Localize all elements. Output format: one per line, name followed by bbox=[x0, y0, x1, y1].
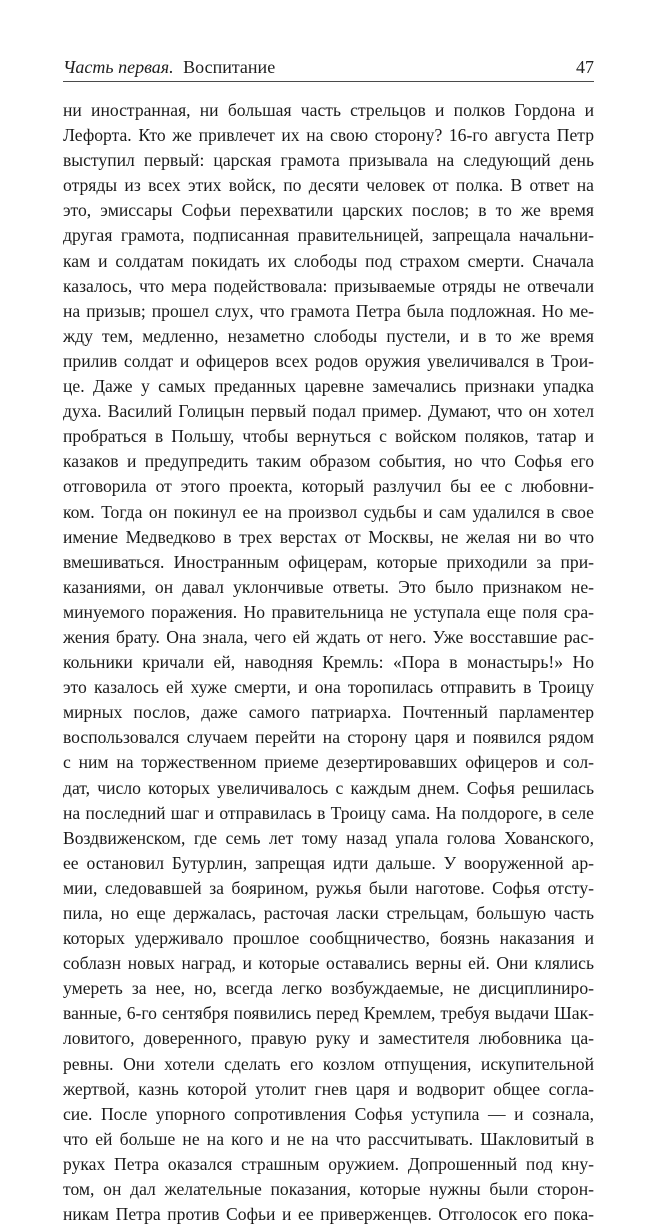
text-line: казаниями, он давал уклончивые ответы. Это было признаком не- bbox=[63, 576, 594, 597]
text-line: соблазн новых наград, и которые оставались верны ей. Они клялись bbox=[63, 953, 594, 974]
text-line: том, он дал желательные показания, которые нужны были сторон- bbox=[63, 1179, 594, 1200]
text-line: жертвой, казнь которой утолит гнев царя и водворит общее согла- bbox=[63, 1078, 594, 1099]
text-line: которых удерживало прошлое сообщничество, боязнь наказания и bbox=[63, 928, 594, 949]
text-line: ловитого, доверенного, правую руку и заместителя любовника ца- bbox=[63, 1028, 594, 1049]
text-line: сие. После упорного сопротивления Софья уступила — и сознала, bbox=[63, 1103, 594, 1124]
text-line: Воздвиженском, где семь лет тому назад упала голова Хованского, bbox=[63, 827, 594, 848]
section-label: Часть первая. bbox=[63, 57, 174, 77]
text-line: духа. Василий Голицын первый подал пример. Думают, что он хотел bbox=[63, 401, 594, 422]
text-line: прилив солдат и офицеров всех родов оружия увеличивался в Трои- bbox=[63, 350, 594, 371]
text-line: что ей больше не на кого и не на что рассчитывать. Шакловитый в bbox=[63, 1128, 594, 1149]
text-line: Лефорта. Кто же привлечет их на свою сторону? 16-го августа Петр bbox=[63, 125, 594, 146]
text-line: жду тем, медленно, незаметно слободы пустели, и в то же время bbox=[63, 325, 594, 346]
text-line: кольники кричали ей, наводняя Кремль: «Пора в монастырь!» Но bbox=[63, 652, 594, 673]
text-line: мирных послов, даже самого патриарха. Почтенный парламентер bbox=[63, 702, 594, 723]
text-line: ревны. Они хотели сделать его козлом отпущения, искупительной bbox=[63, 1053, 594, 1074]
text-line: пробраться в Польшу, чтобы вернуться с войском поляков, татар и bbox=[63, 426, 594, 447]
text-line: жения брату. Она знала, чего ей ждать от него. Уже восставшие рас- bbox=[63, 626, 594, 647]
page-number: 47 bbox=[576, 57, 594, 77]
body-text bbox=[63, 98, 594, 1227]
text-line: на последний шаг и отправилась в Троицу сама. На полдороге, в селе bbox=[63, 802, 594, 823]
text-line: отряды из всех этих войск, по десяти человек от полка. В ответ на bbox=[63, 175, 594, 196]
text-line: ванные, 6-го сентября появились перед Кремлем, требуя выдачи Шак- bbox=[63, 1003, 594, 1024]
text-line: дат, число которых увеличивалось с каждым днем. Софья решилась bbox=[63, 777, 594, 798]
text-line: другая грамота, подписанная правительницей, запрещала начальни- bbox=[63, 225, 594, 246]
text-line: имение Медведково в трех верстах от Москвы, не желая ни во что bbox=[63, 526, 594, 547]
text-line: ни иностранная, ни большая часть стрельцов и полков Гордона и bbox=[63, 100, 594, 120]
text-line: воспользовался случаем перейти на сторону царя и появился рядом bbox=[63, 727, 594, 748]
header-rule bbox=[63, 81, 594, 82]
text-line: це. Даже у самых преданных царевне замечались признаки упадка bbox=[63, 376, 594, 397]
running-header bbox=[63, 56, 594, 78]
text-line: вмешиваться. Иностранным офицерам, которые приходили за при- bbox=[63, 551, 594, 572]
chapter-title: Воспитание bbox=[183, 57, 276, 77]
text-line: это, эмиссары Софьи перехватили царских послов; в то же время bbox=[63, 200, 594, 221]
text-line: выступил первый: царская грамота призывала на следующий день bbox=[63, 150, 594, 171]
text-line: ее остановил Бутурлин, запрещая идти дальше. У вооруженной ар- bbox=[63, 852, 594, 873]
text-line: ком. Тогда он покинул ее на произвол судьбы и сам удалился в свое bbox=[63, 501, 594, 522]
text-line: казаков и предупредить таким образом события, но что Софья его bbox=[63, 451, 594, 472]
text-line: на призыв; прошел слух, что грамота Петра была подложная. Но ме- bbox=[63, 300, 594, 321]
text-line: с ним на торжественном приеме дезертировавших офицеров и сол- bbox=[63, 752, 594, 773]
text-line: кам и солдатам покидать их слободы под страхом смерти. Сначала bbox=[63, 250, 594, 271]
text-line: умереть за нее, но, всегда легко возбуждаемые, не дисциплиниро- bbox=[63, 978, 594, 999]
text-line: мии, следовавшей за боярином, ружья были наготове. Софья отсту- bbox=[63, 877, 594, 898]
text-line: руках Петра оказался страшным оружием. Допрошенный под кну- bbox=[63, 1153, 594, 1174]
text-line: никам Петра против Софьи и ее приверженцев. Отголосок его пока- bbox=[63, 1204, 594, 1225]
text-line: пила, но еще держалась, расточая ласки стрельцам, большую часть bbox=[63, 903, 594, 923]
text-line: казалось, что мера подействовала: призываемые отряды не отвечали bbox=[63, 275, 594, 296]
text-line: это казалось ей хуже смерти, и она торопилась отправить в Троицу bbox=[63, 677, 594, 698]
text-line: минуемого поражения. Но правительница не уступала еще поля сра- bbox=[63, 601, 594, 622]
text-line: отговорила от этого проекта, который разлучил бы ее с любовни- bbox=[63, 476, 594, 497]
